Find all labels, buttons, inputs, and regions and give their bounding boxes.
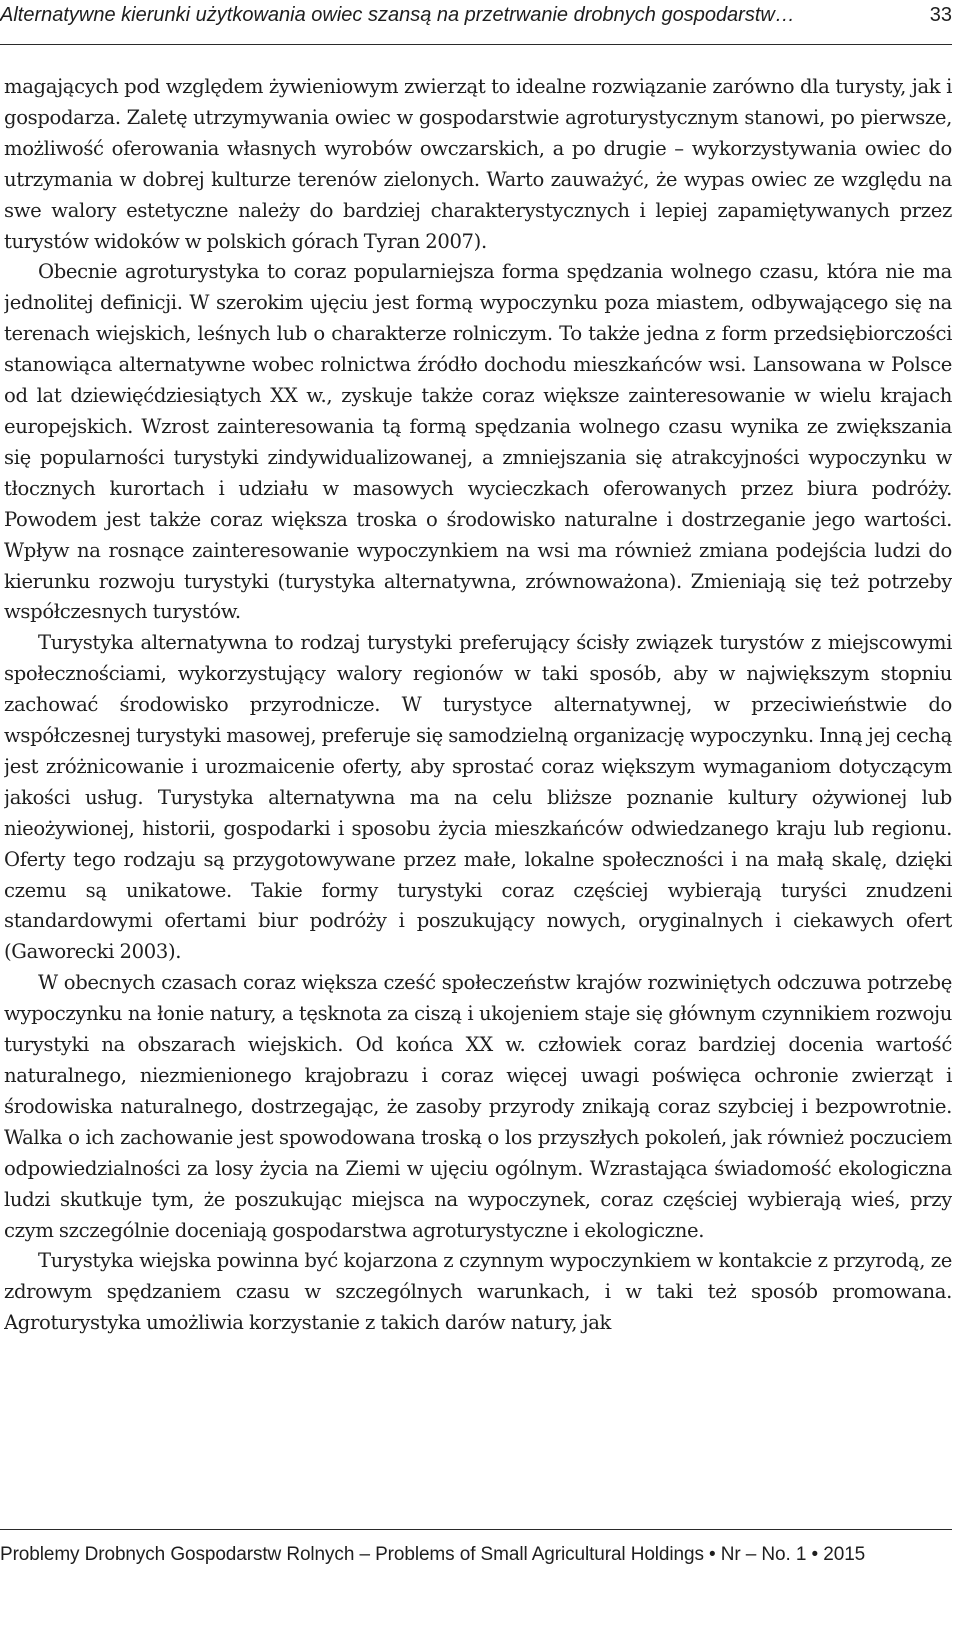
paragraph: magających pod względem żywieniowym zwierząt to idealne rozwiązanie zarówno dla turysty, jak i gospodarza. Zaletę utrzymywania owiec w gospodarstwie agroturystycznym stanowi, po pierwsze, możliwość oferowania własnych wyrobów owczarskich, a po drugie – wykorzystywania owiec do utrzymania w dobrej kulturze terenów zielonych. Warto zauważyć, że wypas owiec ze względu na swe walory estetyczne należy do bardziej charakterystycznych i lepiej zapamiętywanych przez turystów widoków w polskich górach Tyran 2007).: [4, 75, 952, 253]
paragraph: Turystyka wiejska powinna być kojarzona z czynnym wypoczynkiem w kontakcie z przyrodą, ze zdrowym spędzaniem czasu w szczególnych warunkach, i w taki też sposób promowana. Agroturystyka umożliwia korzystanie z takich darów natury, jak: [4, 1249, 952, 1335]
running-header-title: Alternatywne kierunki użytkowania owiec szansą na przetrwanie drobnych gospodarstw…: [0, 4, 795, 26]
body-text: [4, 72, 952, 1487]
paragraph: W obecnych czasach coraz większa cześć społeczeństw krajów rozwiniętych odczuwa potrzebę wypoczynku na łonie natury, a tęsknota za ciszą i ukojeniem staje się głównym czynnikiem rozwoju turystyki na obszarach wiejskich. Od końca XX w. człowiek coraz bardziej docenia wartość naturalnego, niezmienionego krajobrazu i coraz więcej uwagi poświęca ochronie zwierząt i środowiska naturalnego, dostrzegając, że zasoby przyrody znikają coraz szybciej i bezpowrotnie. Walka o ich zachowanie jest spowodowana troską o los przyszłych pokoleń, jak również poczuciem odpowiedzialności za losy życia na Ziemi w ujęciu ogólnym. Wzrastająca świadomość ekologiczna ludzi skutkuje tym, że poszukując miejsca na wypoczynek, coraz częściej wybierają wieś, przy czym szczególnie doceniają gospodarstwa agroturystyczne i ekologiczne.: [4, 971, 952, 1242]
paragraph: Obecnie agroturystyka to coraz popularniejsza forma spędzania wolnego czasu, która nie ma jednolitej definicji. W szerokim ujęciu jest formą wypoczynku poza miastem, odbywającego się na terenach wiejskich, leśnych lub o charakterze rolniczym. To także jedna z form przedsiębiorczości stanowiąca alternatywne wobec rolnictwa źródło dochodu mieszkańców wsi. Lansowana w Polsce od lat dziewięćdziesiątych XX w., zyskuje także coraz większe zainteresowanie w wielu krajach europejskich. Wzrost zainteresowania tą formą spędzania wolnego czasu wynika ze zwiększania się popularności turystyki zindywidualizowanej, a zmniejszania się atrakcyjności wypoczynku w tłocznych kurortach i udziału w masowych wycieczkach oferowanych przez biura podróży. Powodem jest także coraz większa troska o środowisko naturalne i dostrzeganie jego wartości. Wpływ na rosnące zainteresowanie wypoczynkiem na wsi ma również zmiana podejścia ludzi do kierunku rozwoju turystyki (turystyka alternatywna, zrównoważona). Zmieniają się też potrzeby współczesnych turystów.: [4, 260, 952, 624]
running-footer: Problemy Drobnych Gospodarstw Rolnych – Problems of Small Agricultural Holdings • Nr – No. 1 • 2015: [0, 1544, 866, 1565]
running-header: [0, 0, 952, 45]
paragraph: Turystyka alternatywna to rodzaj turystyki preferujący ścisły związek turystów z miejscowymi społecznościami, wykorzystujący walory regionów w taki sposób, aby w największym stopniu zachować środowisko przyrodnicze. W turystyce alternatywnej, w przeciwieństwie do współczesnej turystyki masowej, preferuje się samodzielną organizację wypoczynku. Inną jej cechą jest zróżnicowanie i urozmaicenie oferty, aby sprostać coraz większym wymaganiom dotyczącym jakości usług. Turystyka alternatywna ma na celu bliższe poznanie kultury ożywionej lub nieożywionej, historii, gospodarki i sposobu życia mieszkańców odwiedzanego kraju lub regionu. Oferty tego rodzaju są przygotowywane przez małe, lokalne społeczności i na małą skalę, dzięki czemu są unikatowe. Takie formy turystyki coraz częściej wybierają turyści znudzeni standardowymi ofertami biur podróży i poszukujący nowych, oryginalnych i ciekawych ofert (Gaworecki 2003).: [4, 631, 952, 964]
page-number: 33: [929, 4, 952, 26]
footer-rule: [0, 1529, 952, 1530]
